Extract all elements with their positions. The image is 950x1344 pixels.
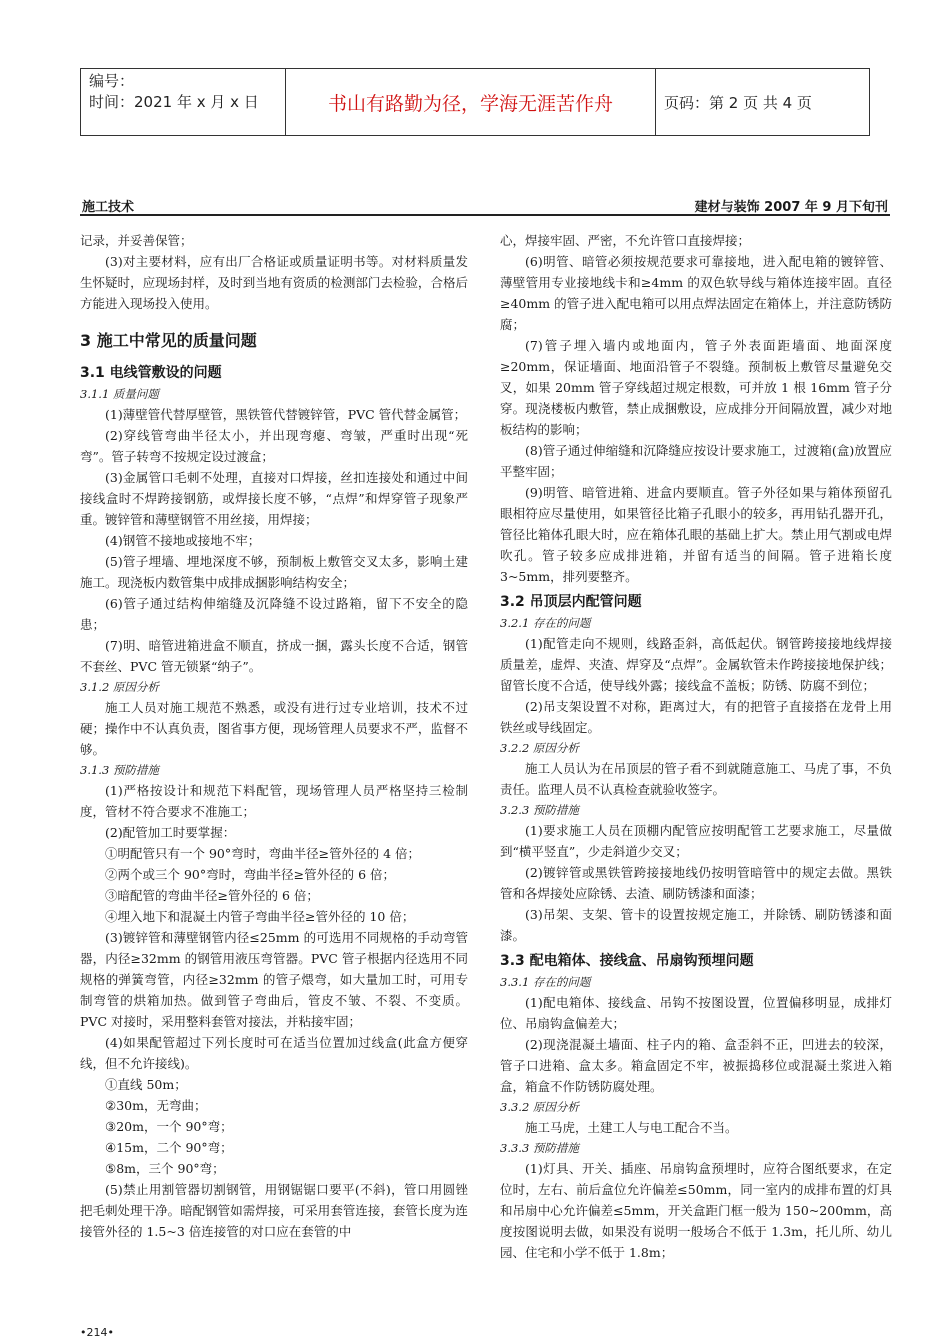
paragraph: (6)管子通过结构伸缩缝及沉降缝不设过路箱，留下不安全的隐患； xyxy=(80,596,468,632)
header-motto: 书山有路勤为径，学海无涯苦作舟 xyxy=(286,69,656,135)
list-item: ②30m，无弯曲； xyxy=(105,1098,207,1113)
paragraph: (3)对主要材料，应有出厂合格证或质量证明书等。对材料质量发生怀疑时，应现场封样，及时到当地有资质的检测部门去检验，合格后方能进入现场投入使用。 xyxy=(80,254,468,311)
subsection-heading: 3.3 配电箱体、接线盒、吊扇钩预埋问题 xyxy=(500,953,754,969)
list-item: ③暗配管的弯曲半径≥管外径的 6 倍； xyxy=(105,888,319,903)
paragraph: (8)管子通过伸缩缝和沉降缝应按设计要求施工，过渡箱(盒)放置应平整牢固； xyxy=(500,443,892,479)
subsubsection-heading: 3.1.3 预防措施 xyxy=(80,763,159,777)
paragraph: (2)配管加工时要掌握： xyxy=(105,825,236,840)
paragraph: (1)要求施工人员在顶棚内配管应按明配管工艺要求施工，尽量做到“横平竖直”，少走斜道少交叉； xyxy=(500,823,892,859)
left-column xyxy=(80,230,468,1242)
paragraph: (1)薄壁管代替厚壁管，黑铁管代替镀锌管，PVC 管代替金属管； xyxy=(105,407,467,422)
paragraph: 心，焊接牢固、严密，不允许管口直接焊接； xyxy=(500,233,751,248)
paragraph: (4)钢管不接地或接地不牢； xyxy=(105,533,261,548)
paragraph: (5)管子埋墙、埋地深度不够，预制板上敷管交叉太多，影响土建施工。现浇板内数管集中成排成捆影响结构安全； xyxy=(80,554,468,590)
paragraph: (9)明管、暗管进箱、进盒内要顺直。管子外径如果与箱体预留孔眼相符应尽量使用，如果管径比箱子孔眼小的较多，再用钻孔器开孔，管径比箱体孔眼大时，应在箱体孔眼的基础上扩大。禁止用气割或电焊吹孔。管子较多应成排进箱，并留有适当的间隔。管子进箱长度 3~5mm，排列要整齐。 xyxy=(500,485,892,584)
list-item: ①明配管只有一个 90°弯时，弯曲半径≥管外径的 4 倍； xyxy=(105,846,421,861)
list-item: ⑤8m，三个 90°弯； xyxy=(105,1161,225,1176)
section-heading: 3 施工中常见的质量问题 xyxy=(80,331,257,350)
running-head-section: 施工技术 xyxy=(82,200,135,215)
running-head-journal: 建材与装饰 2007 年 9 月下旬刊 xyxy=(694,200,888,215)
paragraph: (1)严格按设计和规范下料配管，现场管理人员严格坚持三检制度，管材不符合要求不准施工； xyxy=(80,783,468,819)
paragraph: (7)管子埋入墙内或地面内，管子外表面距墙面、地面深度≥20mm，保证墙面、地面沿管子不裂缝。预制板上敷管尽量避免交叉，如果 20mm 管子穿线超过规定根数，可并放 1 根 16mm 管子分穿。现浇楼板内敷管，禁止成捆敷设，应成排分开间隔放置，减少对地板结构的影响； xyxy=(500,338,892,437)
subsubsection-heading: 3.1.1 质量问题 xyxy=(80,387,159,401)
paragraph: (4)如果配管超过下列长度时可在适当位置加过线盒(此盒方便穿线，但不允许接线)。 xyxy=(80,1035,468,1071)
right-column xyxy=(500,230,892,1263)
paragraph: (6)明管、暗管必须按规范要求可靠接地，进入配电箱的镀锌管、薄壁管用专业接地线卡和≥4mm 的双色软导线与箱体连接牢固。直径≥40mm 的管子进入配电箱可以用点焊法固定在箱体上，并注意防锈防腐； xyxy=(500,254,892,332)
subsubsection-heading: 3.2.1 存在的问题 xyxy=(500,616,591,630)
paragraph: (3)镀锌管和薄壁钢管内径≤25mm 的可选用不同规格的手动弯管器，内径≥32mm 的钢管用液压弯管器。PVC 管子根据内径选用不同规格的弹簧弯管，内径≥32mm 的管子煨弯，如大量加工时，可用专制弯管的烘箱加热。做到管子弯曲后，管皮不皱、不裂、不变质。PVC 对接时，采用整料套管对接法，并粘接牢固； xyxy=(80,930,468,1029)
header-page-info: 页码：第 2 页 共 4 页 xyxy=(664,93,812,112)
paragraph: (1)配管走向不规则，线路歪斜，高低起伏。钢管跨接接地线焊接质量差，虚焊、夹渣、焊穿及“点焊”。金属软管未作跨接接地保护线；留管长度不合适，使导线外露；接线盒不盖板；防锈、防腐不到位； xyxy=(500,636,892,693)
list-item: ④15m，二个 90°弯； xyxy=(105,1140,233,1155)
subsection-heading: 3.2 吊顶层内配管问题 xyxy=(500,594,642,610)
subsubsection-heading: 3.1.2 原因分析 xyxy=(80,680,159,694)
subsubsection-heading: 3.3.3 预防措施 xyxy=(500,1141,579,1155)
running-head xyxy=(80,192,890,216)
paragraph: (1)灯具、开关、插座、吊扇钩盒预埋时，应符合图纸要求，在定位时，左右、前后盒位允许偏差≤50mm，同一室内的成排布置的灯具和吊扇中心允许偏差≤5mm，开关盒距门框一般为 150~200mm，高度按图说明去做，如果没有说明一般场合不低于 1.3m，托儿所、幼儿园、住宅和小学不低于 1.8m； xyxy=(500,1161,892,1260)
subsubsection-heading: 3.2.3 预防措施 xyxy=(500,803,579,817)
page-number: •214• xyxy=(80,1326,114,1339)
paragraph: (3)金属管口毛刺不处理，直接对口焊接，丝扣连接处和通过中间接线盒时不焊跨接钢筋，或焊接长度不够，“点焊”和焊穿管子现象严重。镀锌管和薄壁钢管不用丝接，用焊接； xyxy=(80,470,468,527)
paragraph: 施工马虎，土建工人与电工配合不当。 xyxy=(525,1120,738,1135)
paragraph: (2)现浇混凝土墙面、柱子内的箱、盒歪斜不正，凹进去的较深，管子口进箱、盒太多。箱盒固定不牢，被振捣移位或混凝土浆进入箱盒，箱盒不作防锈防腐处理。 xyxy=(500,1037,892,1094)
subsubsection-heading: 3.3.1 存在的问题 xyxy=(500,975,591,989)
paragraph: 记录，并妥善保管； xyxy=(80,233,193,248)
paragraph: (2)吊支架设置不对称，距离过大，有的把管子直接搭在龙骨上用铁丝或导线固定。 xyxy=(500,699,892,735)
subsection-heading: 3.1 电线管敷设的问题 xyxy=(80,365,222,381)
list-item: ④埋入地下和混凝土内管子弯曲半径≥管外径的 10 倍； xyxy=(105,909,415,924)
paragraph: (2)穿线管弯曲半径太小，并出现弯瘪、弯皱，严重时出现“死弯”。管子转弯不按规定设过渡盒； xyxy=(80,428,468,464)
paragraph: (5)禁止用割管器切割钢管，用钢锯锯口要平(不斜)，管口用圆锉把毛刺处理干净。暗配钢管如需焊接，可采用套管连接，套管长度为连接管外径的 1.5~3 倍连接管的对口应在套管的中 xyxy=(80,1182,468,1239)
paragraph: 施工人员对施工规范不熟悉，或没有进行过专业培训，技术不过硬；操作中不认真负责，图省事方便，现场管理人员要求不严，监督不够。 xyxy=(80,700,468,757)
paragraph: (3)吊架、支架、管卡的设置按规定施工，并除锈、刷防锈漆和面漆。 xyxy=(500,907,892,943)
paragraph: (1)配电箱体、接线盒、吊钩不按图设置，位置偏移明显，成排灯位、吊扇钩盒偏差大； xyxy=(500,995,892,1031)
number-label: 编号： xyxy=(89,72,135,90)
paragraph: 施工人员认为在吊顶层的管子看不到就随意施工、马虎了事，不负责任。监理人员不认真检查就验收签字。 xyxy=(500,761,892,797)
list-item: ①直线 50m； xyxy=(105,1077,187,1092)
subsubsection-heading: 3.3.2 原因分析 xyxy=(500,1100,579,1114)
header-box xyxy=(80,68,870,136)
list-item: ②两个或三个 90°弯时，弯曲半径≥管外径的 6 倍； xyxy=(105,867,396,882)
time-label: 时间：2021 年 x 月 x 日 xyxy=(89,93,259,111)
paragraph: (7)明、暗管进箱进盒不顺直，挤成一捆，露头长度不合适，钢管不套丝、PVC 管无锁紧“纳子”。 xyxy=(80,638,468,674)
paragraph: (2)镀锌管或黑铁管跨接接地线仍按明管暗管中的规定去做。黑铁管和各焊接处应除锈、去渣、刷防锈漆和面漆； xyxy=(500,865,892,901)
list-item: ③20m，一个 90°弯； xyxy=(105,1119,233,1134)
header-meta xyxy=(81,69,286,135)
subsubsection-heading: 3.2.2 原因分析 xyxy=(500,741,579,755)
